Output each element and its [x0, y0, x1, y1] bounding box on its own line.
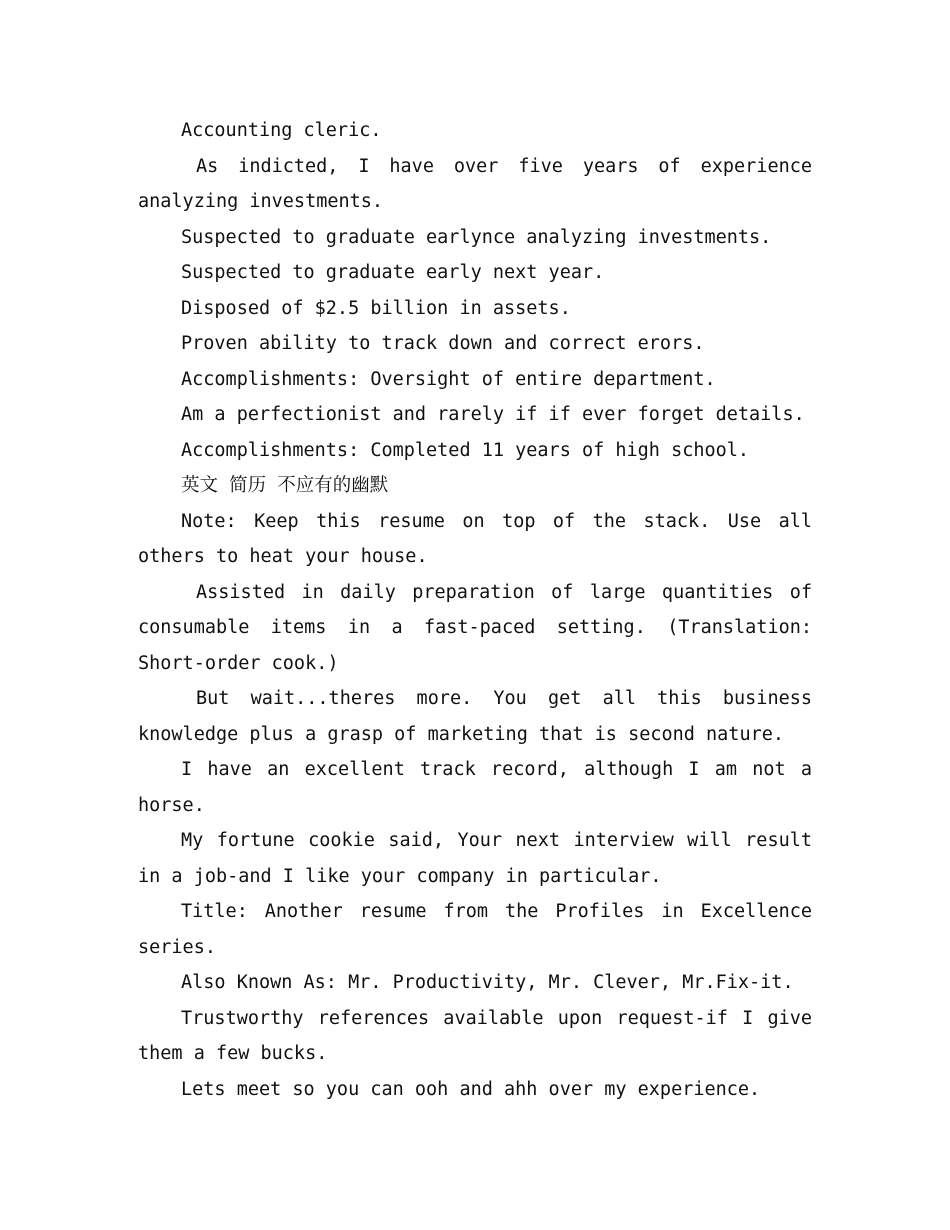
document-page	[138, 113, 812, 1107]
paragraph-12: Assisted in daily preparation of large quantities of consumable items in a fast-paced setting. (Translation: Short-order cook.)	[138, 581, 812, 674]
paragraph-1: Accounting cleric.	[181, 120, 382, 141]
paragraph-16: Title: Another resume from the Profiles in Excellence series.	[138, 901, 812, 958]
paragraph-19: Lets meet so you can ooh and ahh over my experience.	[181, 1078, 761, 1100]
paragraph-17: Also Known As: Mr. Productivity, Mr. Clever, Mr.Fix-it.	[181, 972, 794, 993]
paragraph-3: Suspected to graduate earlynce analyzing investments.	[181, 226, 772, 248]
paragraph-13: But wait...theres more. You get all this business knowledge plus a grasp of marketing that is second nature.	[138, 688, 812, 745]
paragraph-9: Accomplishments: Completed 11 years of high school.	[181, 439, 750, 461]
section-heading: 英文 简历 不应有的幽默	[181, 475, 389, 496]
paragraph-7: Accomplishments: Oversight of entire department.	[181, 368, 716, 390]
paragraph-5: Disposed of $2.5 billion in assets.	[181, 297, 571, 319]
paragraph-8: Am a perfectionist and rarely if if ever forget details.	[181, 404, 805, 425]
paragraph-14: I have an excellent track record, although I am not a horse.	[138, 759, 812, 816]
paragraph-2: As indicted, I have over five years of experience analyzing investments.	[138, 155, 812, 212]
paragraph-6: Proven ability to track down and correct erors.	[181, 333, 705, 354]
paragraph-11: Note: Keep this resume on top of the stack. Use all others to heat your house.	[138, 510, 812, 567]
paragraph-15: My fortune cookie said, Your next interview will result in a job-and I like your company in particular.	[138, 830, 812, 887]
paragraph-4: Suspected to graduate early next year.	[181, 262, 605, 283]
paragraph-18: Trustworthy references available upon request-if I give them a few bucks.	[138, 1007, 812, 1064]
